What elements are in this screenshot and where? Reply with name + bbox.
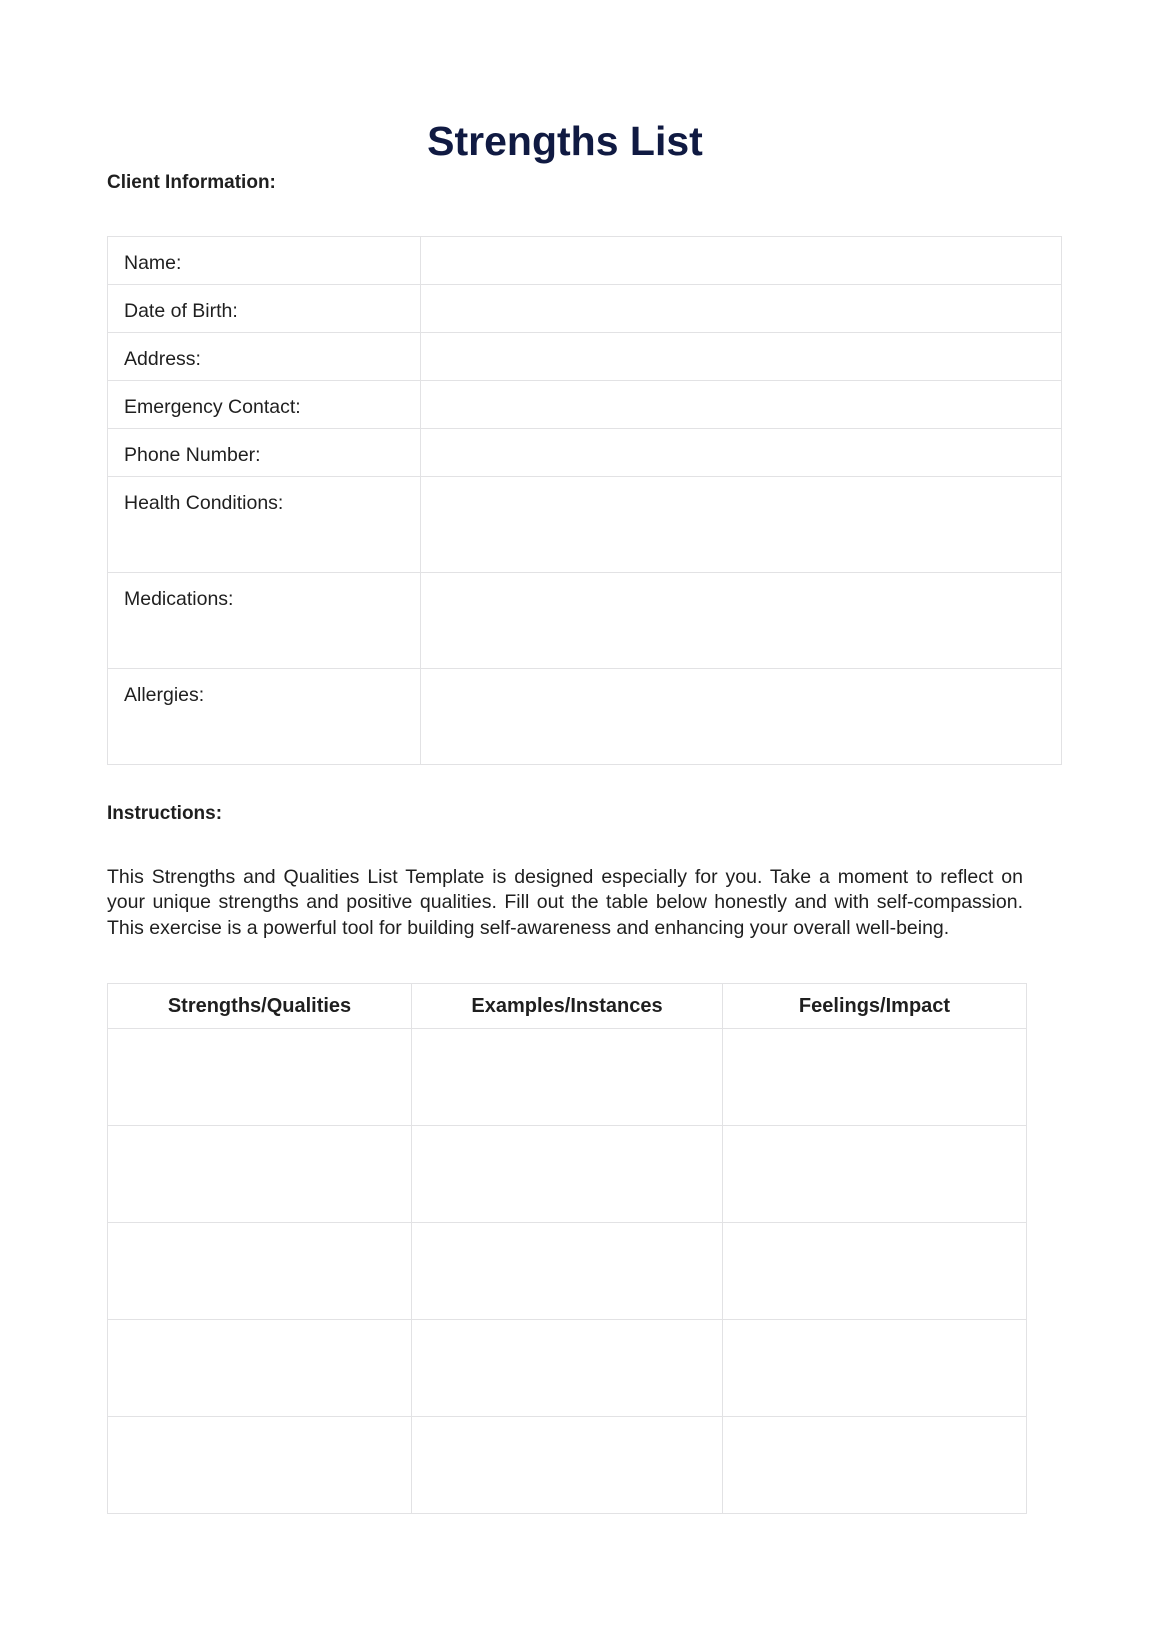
table-row bbox=[108, 1320, 1027, 1417]
table-row bbox=[108, 333, 1062, 381]
feeling-cell[interactable] bbox=[723, 1417, 1027, 1514]
column-header-examples: Examples/Instances bbox=[412, 984, 723, 1029]
strengths-qualities-table bbox=[107, 983, 1027, 1514]
table-row bbox=[108, 1223, 1027, 1320]
example-cell[interactable] bbox=[412, 1320, 723, 1417]
strength-cell[interactable] bbox=[108, 1126, 412, 1223]
table-row bbox=[108, 1417, 1027, 1514]
table-header-row bbox=[108, 984, 1027, 1029]
strength-cell[interactable] bbox=[108, 1029, 412, 1126]
table-row bbox=[108, 429, 1062, 477]
strength-cell[interactable] bbox=[108, 1320, 412, 1417]
instructions-heading: Instructions: bbox=[107, 803, 223, 824]
client-field-value[interactable] bbox=[421, 237, 1062, 285]
client-field-value[interactable] bbox=[421, 333, 1062, 381]
client-field-value[interactable] bbox=[421, 285, 1062, 333]
client-field-label: Date of Birth: bbox=[108, 285, 421, 333]
strengths-table-body bbox=[108, 1029, 1027, 1514]
client-field-label: Medications: bbox=[108, 573, 421, 669]
client-information-table-body bbox=[108, 237, 1062, 765]
example-cell[interactable] bbox=[412, 1029, 723, 1126]
client-field-label: Allergies: bbox=[108, 669, 421, 765]
client-field-value[interactable] bbox=[421, 669, 1062, 765]
example-cell[interactable] bbox=[412, 1417, 723, 1514]
strengths-table-header bbox=[108, 984, 1027, 1029]
client-field-value[interactable] bbox=[421, 573, 1062, 669]
strength-cell[interactable] bbox=[108, 1223, 412, 1320]
client-field-value[interactable] bbox=[421, 429, 1062, 477]
client-field-label: Address: bbox=[108, 333, 421, 381]
strength-cell[interactable] bbox=[108, 1417, 412, 1514]
table-row bbox=[108, 573, 1062, 669]
feeling-cell[interactable] bbox=[723, 1126, 1027, 1223]
client-field-value[interactable] bbox=[421, 477, 1062, 573]
client-field-label: Phone Number: bbox=[108, 429, 421, 477]
feeling-cell[interactable] bbox=[723, 1029, 1027, 1126]
client-field-label: Emergency Contact: bbox=[108, 381, 421, 429]
column-header-strengths: Strengths/Qualities bbox=[108, 984, 412, 1029]
client-information-table bbox=[107, 236, 1062, 765]
example-cell[interactable] bbox=[412, 1223, 723, 1320]
feeling-cell[interactable] bbox=[723, 1223, 1027, 1320]
client-field-value[interactable] bbox=[421, 381, 1062, 429]
example-cell[interactable] bbox=[412, 1126, 723, 1223]
feeling-cell[interactable] bbox=[723, 1320, 1027, 1417]
table-row bbox=[108, 477, 1062, 573]
table-row bbox=[108, 1029, 1027, 1126]
table-row bbox=[108, 381, 1062, 429]
instructions-paragraph: This Strengths and Qualities List Template is designed especially for you. Take a moment to reflect on your unique strengths and positive qualities. Fill out the table below honestly and with self-compassion. This exercise is a powerful tool for building self-awareness and enhancing your overall well-being. bbox=[107, 865, 1023, 940]
column-header-feelings: Feelings/Impact bbox=[723, 984, 1027, 1029]
client-field-label: Health Conditions: bbox=[108, 477, 421, 573]
client-information-heading: Client Information: bbox=[107, 172, 276, 193]
client-field-label: Name: bbox=[108, 237, 421, 285]
page-title: Strengths List bbox=[427, 118, 703, 165]
table-row bbox=[108, 237, 1062, 285]
table-row bbox=[108, 669, 1062, 765]
table-row bbox=[108, 1126, 1027, 1223]
table-row bbox=[108, 285, 1062, 333]
